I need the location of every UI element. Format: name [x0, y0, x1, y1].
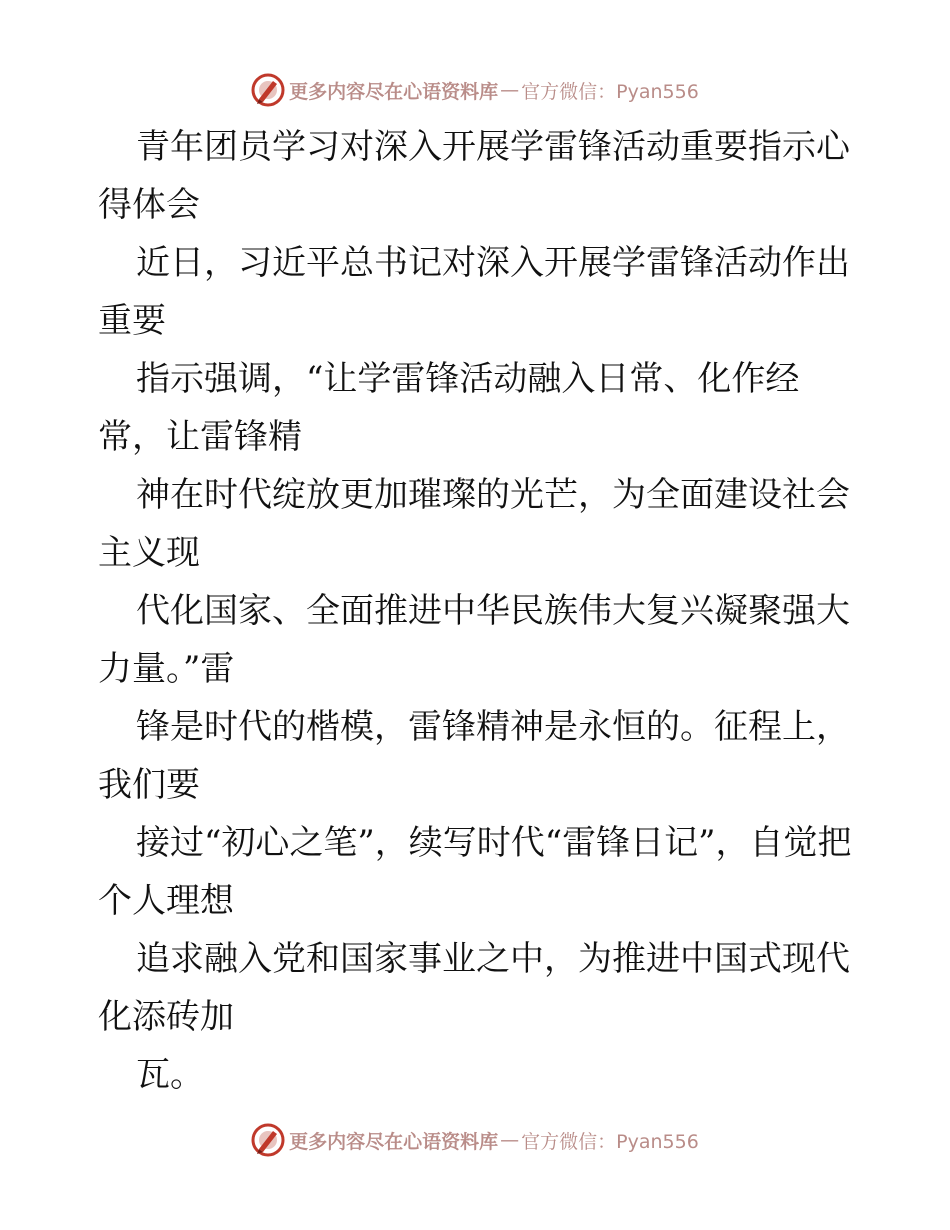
- paragraph-title: 青年团员学习对深入开展学雷锋活动重要指示心得体会: [98, 127, 850, 225]
- paragraph: 接过“初心之笔”，续写时代“雷锋日记”，自觉把个人理想: [98, 823, 852, 921]
- paragraph: 追求融入党和国家事业之中，为推进中国式现代化添砖加: [98, 939, 850, 1037]
- footer-site-name: 更多内容尽在心语资料库: [289, 1130, 499, 1153]
- paragraph: 代化国家、全面推进中华民族伟大复兴凝聚强大力量。”雷: [98, 591, 850, 689]
- pen-logo-icon: [251, 1123, 285, 1157]
- paragraph: 近日，习近平总书记对深入开展学雷锋活动作出重要: [98, 243, 850, 341]
- header-site-name: 更多内容尽在心语资料库: [289, 80, 499, 103]
- footer-separator: —: [500, 1129, 520, 1151]
- header-banner: [0, 70, 950, 110]
- footer-wechat-id: 官方微信：Pyan556: [521, 1130, 699, 1153]
- pen-logo-icon: [251, 73, 285, 107]
- document-body: [98, 118, 858, 1104]
- header-wechat-id: 官方微信：Pyan556: [521, 80, 699, 103]
- header-separator: —: [500, 79, 520, 101]
- paragraph: 瓦。: [136, 1055, 204, 1095]
- paragraph: 锋是时代的楷模，雷锋精神是永恒的。征程上，我们要: [98, 707, 850, 805]
- paragraph: 指示强调，“让学雷锋活动融入日常、化作经常，让雷锋精: [98, 359, 800, 457]
- paragraph: 神在时代绽放更加璀璨的光芒，为全面建设社会主义现: [98, 475, 850, 573]
- footer-banner: [0, 1120, 950, 1160]
